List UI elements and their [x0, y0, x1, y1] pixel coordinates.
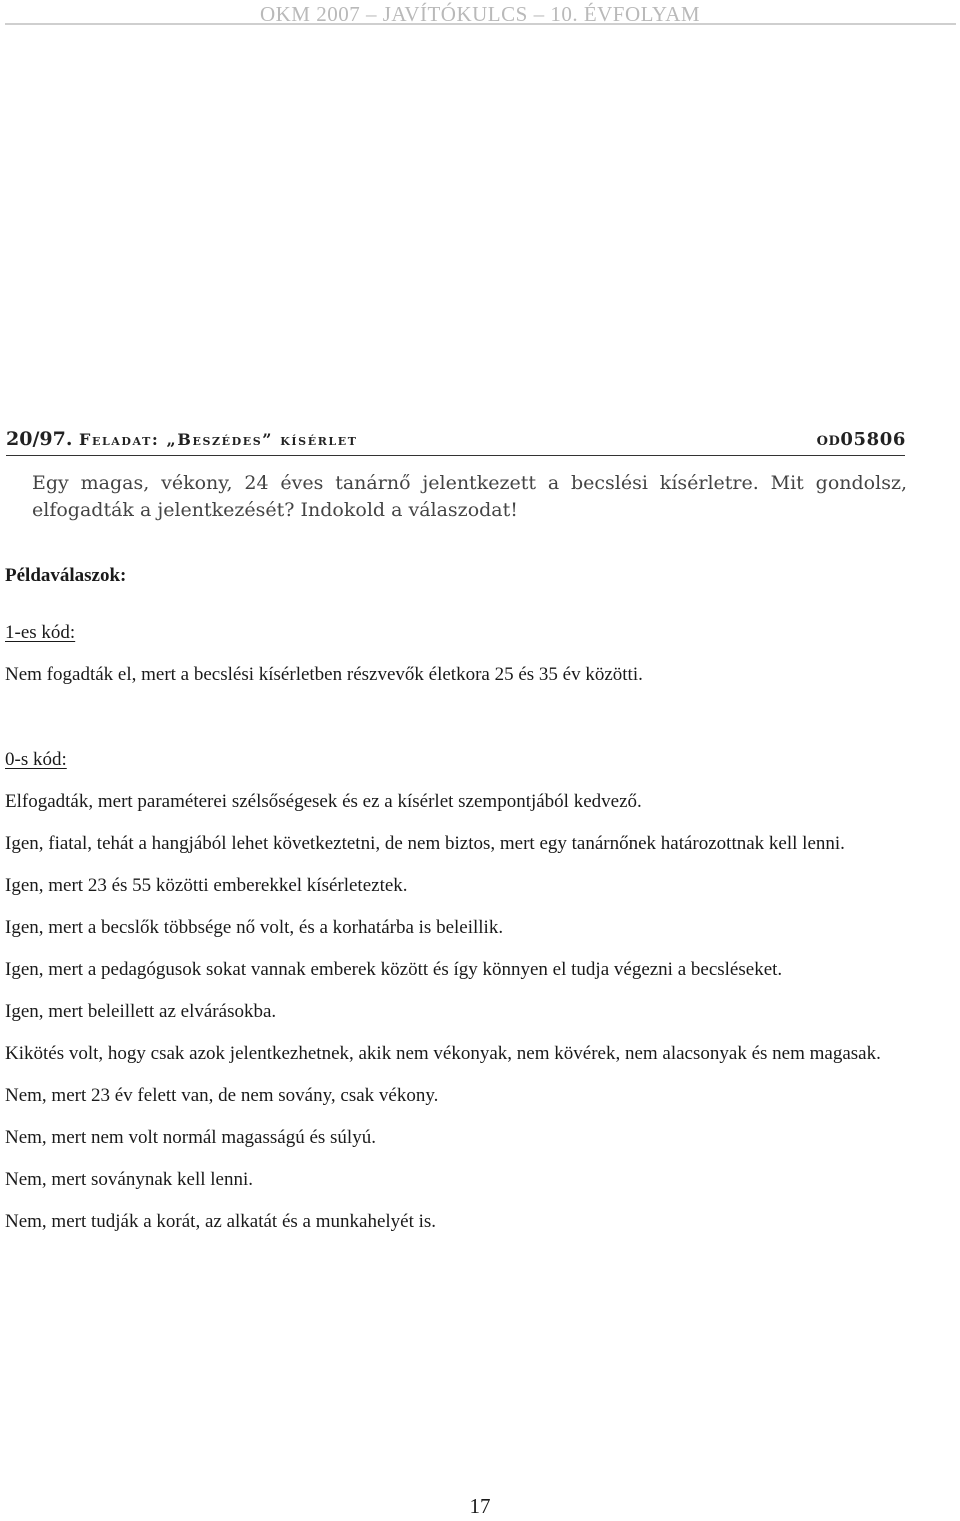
- answer-item: Elfogadták, mert paraméterei szélsőségesek és ez a kísérlet szempontjából kedvező.: [5, 791, 642, 812]
- task-number: 20/97.: [6, 428, 73, 450]
- code0-label: 0-s kód:: [5, 749, 67, 770]
- task-heading-rule: [6, 455, 905, 456]
- answer-item: Nem, mert soványnak kell lenni.: [5, 1169, 253, 1190]
- answer-item: Igen, mert a becslők többsége nő volt, és a korhatárba is beleillik.: [5, 917, 504, 938]
- examples-heading: Példaválaszok:: [5, 565, 127, 586]
- answer-item: Nem, mert nem volt normál magasságú és súlyú.: [5, 1127, 376, 1148]
- task-code: od05806: [816, 429, 906, 450]
- answer-item: Igen, fiatal, tehát a hangjából lehet következtetni, de nem biztos, mert egy tanárnőnek határozottnak kell lenni.: [5, 833, 845, 854]
- page-number: 17: [469, 1494, 491, 1518]
- answer-item: Nem, mert tudják a korát, az alkatát és a munkahelyét is.: [5, 1211, 437, 1232]
- header-rule: [5, 23, 956, 25]
- answer-item: Igen, mert a pedagógusok sokat vannak emberek között és így könnyen el tudja végezni a becsléseket.: [5, 959, 783, 980]
- answer-item: Igen, mert beleillett az elvárásokba.: [5, 1001, 277, 1022]
- code0-answer-list: [5, 781, 935, 1243]
- task-question: Egy magas, vékony, 24 éves tanárnő jelentkezett a becslési kísérletre. Mit gondolsz, elfogadták a jelentkezését? Indokold a válaszodat!: [32, 472, 907, 521]
- answer-item: Nem, mert 23 év felett van, de nem sovány, csak vékony.: [5, 1085, 439, 1106]
- running-header: OKM 2007 – JAVÍTÓKULCS – 10. ÉVFOLYAM: [259, 2, 701, 26]
- code1-label: 1-es kód:: [5, 622, 76, 643]
- answer-item: Kikötés volt, hogy csak azok jelentkezhetnek, akik nem vékonyak, nem kövérek, nem alacsonyak és nem magasak.: [5, 1043, 881, 1064]
- code1-answer-list: [5, 654, 935, 696]
- answer-item: Igen, mert 23 és 55 közötti emberekkel kísérleteztek.: [5, 875, 408, 896]
- task-title: Feladat: „Beszédes” kísérlet: [79, 430, 358, 449]
- task-heading: [6, 428, 906, 456]
- answer-item: Nem fogadták el, mert a becslési kísérletben részvevők életkora 25 és 35 év közötti.: [5, 664, 643, 685]
